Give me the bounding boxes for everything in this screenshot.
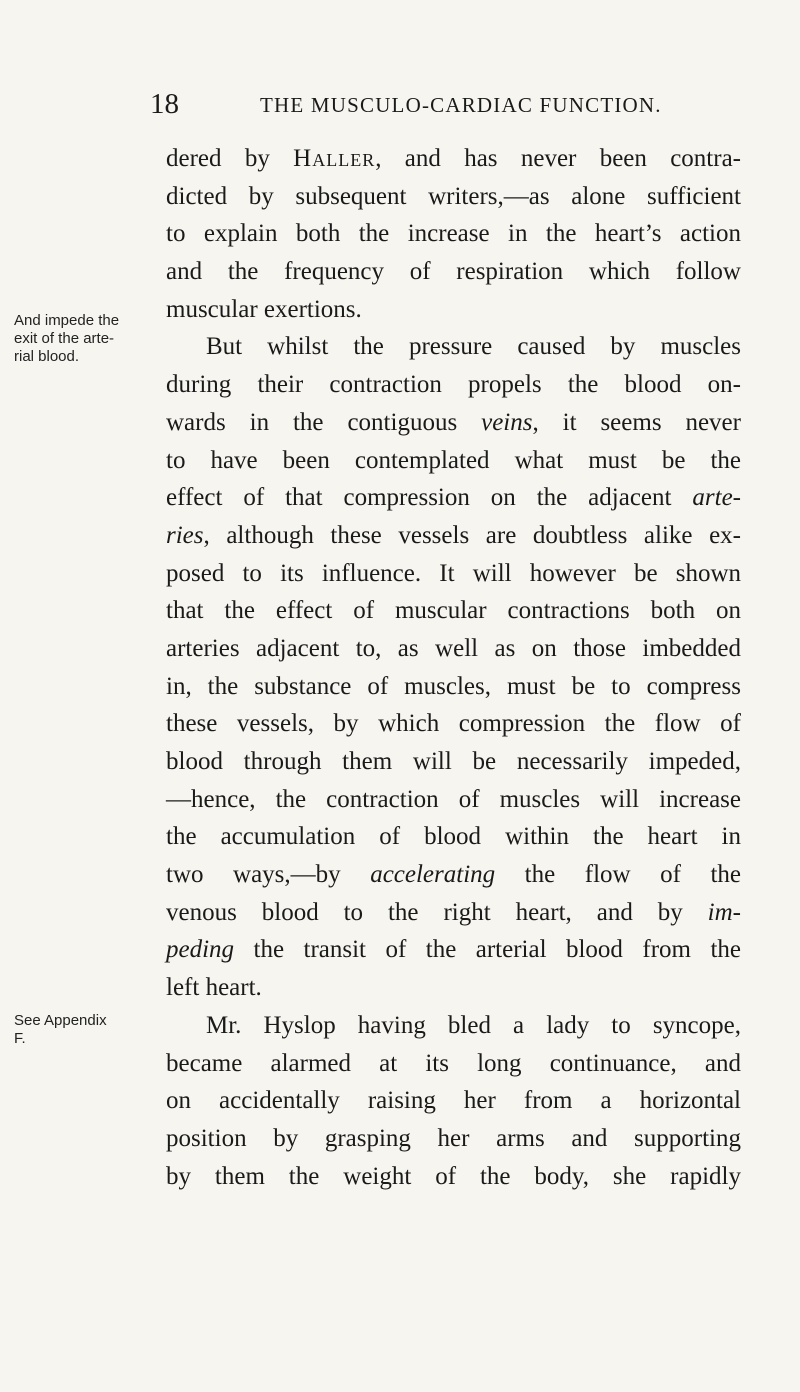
- text-line: But whilst the pressure caused by muscles: [206, 333, 741, 361]
- text-line: [166, 479, 741, 517]
- text-run: venous blood to the right heart, and by: [166, 898, 708, 926]
- text-line: posed to its influence. It will however be shown: [166, 559, 741, 587]
- text-run: , although these vessels are doubtless alike ex-: [203, 521, 741, 549]
- text-run: , it seems never: [532, 408, 741, 436]
- italic-word: arte-: [692, 484, 741, 512]
- italic-word: im-: [707, 898, 741, 926]
- text-line: [166, 931, 741, 969]
- text-line: the accumulation of blood within the heart in: [166, 823, 741, 851]
- text-line: that the effect of muscular contractions both on: [166, 597, 741, 625]
- text-line: [166, 140, 741, 178]
- text-line: these vessels, by which compression the flow of: [166, 710, 741, 738]
- italic-word: ries: [166, 521, 204, 549]
- running-title: THE MUSCULO-CARDIAC FUNCTION.: [260, 93, 662, 117]
- text-line: to have been contemplated what must be the: [166, 446, 741, 474]
- text-line: dicted by subsequent writers,—as alone sufficient: [166, 182, 741, 210]
- text-run: the transit of the arterial blood from the: [234, 936, 741, 964]
- text-line: on accidentally raising her from a horizontal: [166, 1087, 741, 1115]
- text-run: , and has never been contra-: [375, 145, 741, 172]
- margin-note-line: exit of the arte-: [14, 330, 115, 347]
- text-run: two ways,—by: [166, 861, 371, 889]
- text-line: [166, 856, 741, 894]
- text-line: muscular exertions.: [166, 295, 362, 323]
- italic-word: veins: [481, 408, 533, 436]
- margin-note-see-appendix: [14, 1012, 154, 1048]
- text-line: [166, 894, 741, 932]
- text-line: —hence, the contraction of muscles will increase: [166, 785, 741, 813]
- text-run: wards in the contiguous: [166, 408, 482, 436]
- text-line: [166, 517, 741, 555]
- text-line: position by grasping her arms and supporting: [166, 1124, 741, 1152]
- italic-word: peding: [166, 936, 235, 964]
- margin-note-line: See Appendix: [14, 1012, 107, 1029]
- text-run: dered by: [166, 145, 294, 172]
- text-line: arteries adjacent to, as well as on those imbedded: [166, 634, 741, 662]
- margin-note-line: rial blood.: [14, 348, 80, 365]
- margin-note-impede-arterial: [14, 312, 154, 366]
- text-run: effect of that compression on the adjacent: [166, 484, 693, 512]
- text-line: [166, 404, 741, 442]
- text-line: by them the weight of the body, she rapidly: [166, 1162, 741, 1190]
- small-caps-name: Haller: [293, 145, 376, 172]
- text-run: the flow of the: [495, 861, 741, 889]
- text-line: Mr. Hyslop having bled a lady to syncope,: [206, 1011, 741, 1039]
- margin-note-line: F.: [14, 1030, 26, 1047]
- text-line: during their contraction propels the blood on-: [166, 371, 741, 399]
- body-text: [166, 140, 741, 1195]
- text-line: and the frequency of respiration which follow: [166, 258, 741, 286]
- text-line: blood through them will be necessarily impeded,: [166, 748, 741, 775]
- margin-note-line: And impede the: [14, 312, 120, 329]
- italic-word: accelerating: [370, 861, 496, 889]
- running-head: [150, 86, 750, 126]
- page-number: 18: [150, 88, 179, 120]
- text-line: in, the substance of muscles, must be to compress: [166, 672, 741, 700]
- text-line: became alarmed at its long continuance, and: [166, 1049, 741, 1077]
- text-line: left heart.: [166, 974, 262, 1002]
- text-line: to explain both the increase in the heart’s action: [166, 220, 741, 248]
